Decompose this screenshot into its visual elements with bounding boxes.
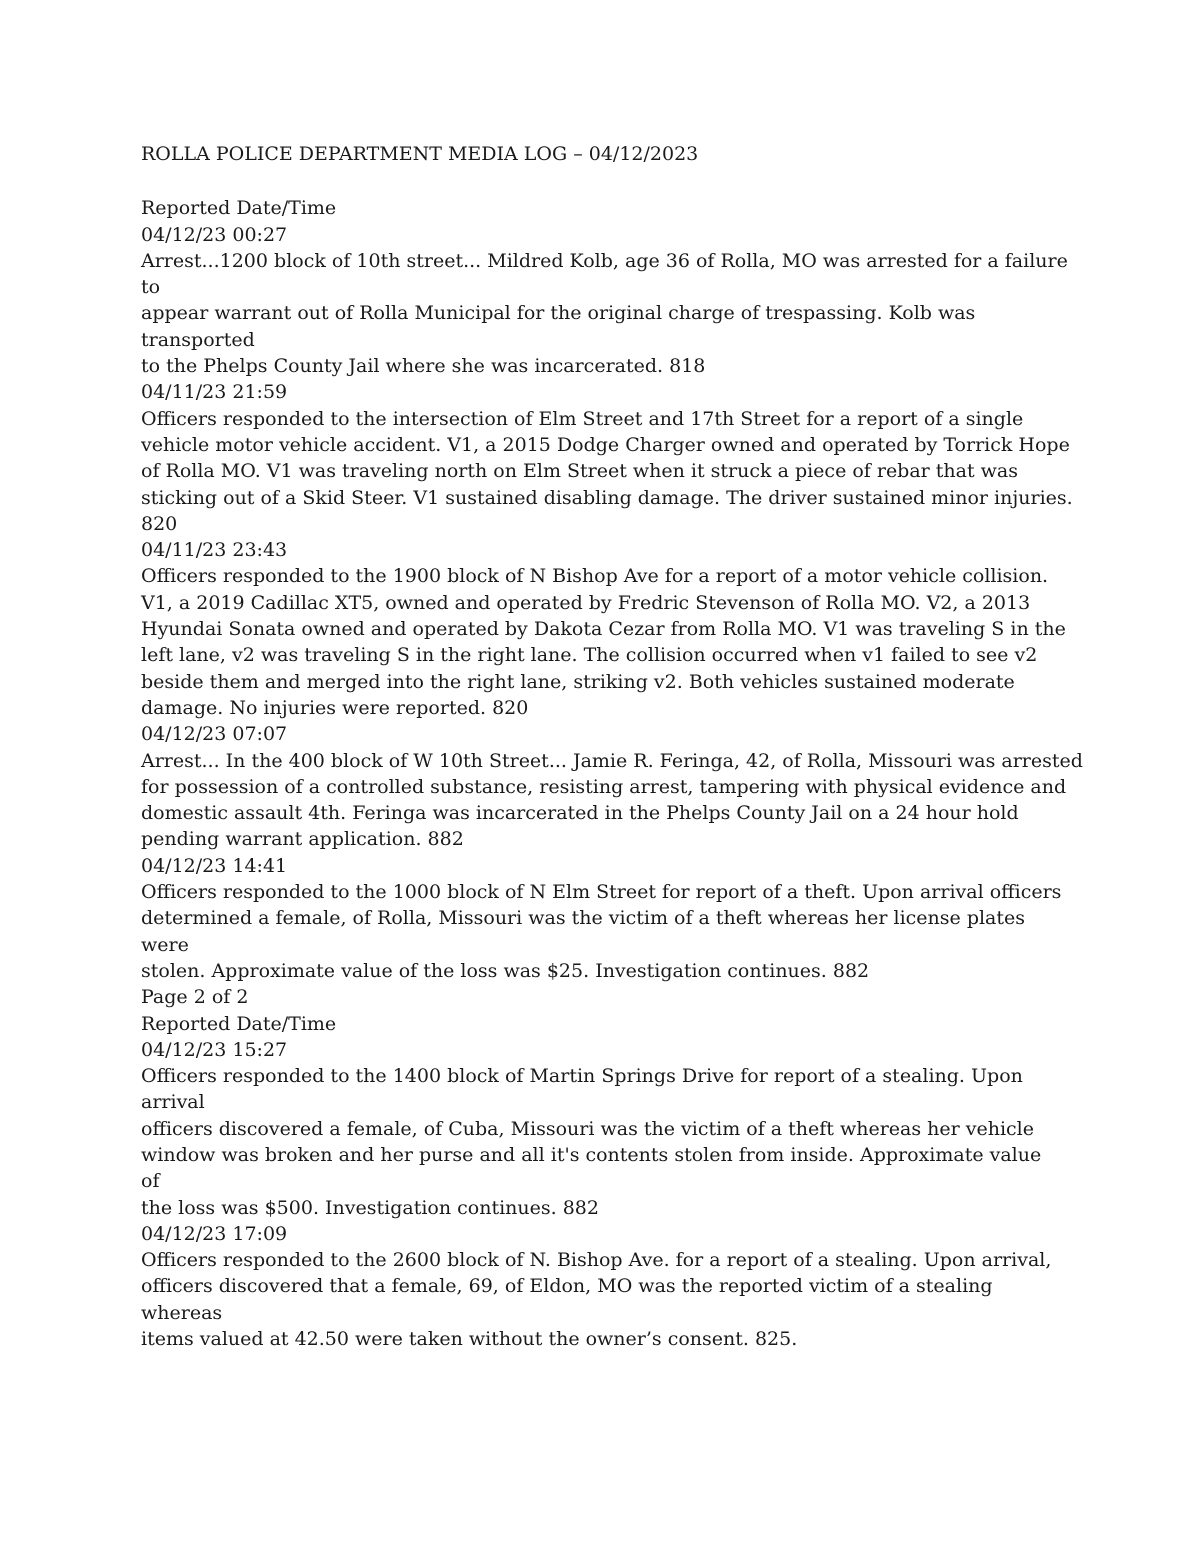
log-line: of Rolla MO. V1 was traveling north on Elm Street when it struck a piece of rebar that was	[141, 460, 1019, 483]
log-line: stolen. Approximate value of the loss was $25. Investigation continues. 882	[141, 959, 870, 982]
log-line: 04/11/23 23:43	[141, 539, 288, 562]
log-line: for possession of a controlled substance, resisting arrest, tampering with physical evidence and	[141, 775, 1067, 798]
log-line: Reported Date/Time	[141, 1012, 337, 1035]
log-line: Page 2 of 2	[141, 986, 249, 1009]
log-line: 04/12/23 00:27	[141, 223, 288, 246]
log-line: Officers responded to the 2600 block of N. Bishop Ave. for a report of a stealing. Upon arrival,	[141, 1249, 1052, 1272]
log-line: Hyundai Sonata owned and operated by Dakota Cezar from Rolla MO. V1 was traveling S in the	[141, 618, 1066, 641]
log-line: window was broken and her purse and all it's contents stolen from inside. Approximate value	[141, 1143, 1042, 1166]
log-line: 04/12/23 15:27	[141, 1038, 288, 1061]
log-line: 04/12/23 14:41	[141, 854, 288, 877]
log-line: 04/12/23 07:07	[141, 723, 288, 746]
log-line: Officers responded to the 1000 block of N Elm Street for report of a theft. Upon arrival officers	[141, 881, 1062, 904]
log-line: Officers responded to the 1400 block of Martin Springs Drive for report of a stealing. Upon	[141, 1065, 1023, 1088]
log-line: Arrest...1200 block of 10th street... Mildred Kolb, age 36 of Rolla, MO was arrested for a failure	[141, 249, 1068, 272]
log-line: 820	[141, 512, 178, 535]
log-line: V1, a 2019 Cadillac XT5, owned and operated by Fredric Stevenson of Rolla MO. V2, a 2013	[141, 591, 1031, 614]
log-line: officers discovered that a female, 69, of Eldon, MO was the reported victim of a stealing	[141, 1275, 993, 1298]
log-line: Arrest... In the 400 block of W 10th Street... Jamie R. Feringa, 42, of Rolla, Missouri was arrested	[141, 749, 1083, 772]
log-line: sticking out of a Skid Steer. V1 sustained disabling damage. The driver sustained minor injuries.	[141, 486, 1073, 509]
log-line: left lane, v2 was traveling S in the right lane. The collision occurred when v1 failed to see v2	[141, 644, 1038, 667]
log-line: transported	[141, 328, 255, 351]
log-line: determined a female, of Rolla, Missouri was the victim of a theft whereas her license plates	[141, 907, 1026, 930]
log-line: vehicle motor vehicle accident. V1, a 2015 Dodge Charger owned and operated by Torrick Hope	[141, 433, 1070, 456]
log-line: pending warrant application. 882	[141, 828, 464, 851]
document-page	[141, 141, 1083, 1352]
log-line: items valued at 42.50 were taken without the owner’s consent. 825.	[141, 1328, 798, 1351]
log-line: 04/11/23 21:59	[141, 381, 288, 404]
log-line: the loss was $500. Investigation continues. 882	[141, 1196, 599, 1219]
log-line: were	[141, 933, 189, 956]
document-body	[141, 195, 1083, 1352]
log-line: damage. No injuries were reported. 820	[141, 696, 529, 719]
log-line: to the Phelps County Jail where she was incarcerated. 818	[141, 355, 706, 378]
log-line: Officers responded to the intersection of Elm Street and 17th Street for a report of a single	[141, 407, 1024, 430]
log-line: whereas	[141, 1301, 223, 1324]
log-line: of	[141, 1170, 160, 1193]
log-line: domestic assault 4th. Feringa was incarcerated in the Phelps County Jail on a 24 hour hold	[141, 802, 1019, 825]
log-line: appear warrant out of Rolla Municipal for the original charge of trespassing. Kolb was	[141, 302, 976, 325]
log-line: 04/12/23 17:09	[141, 1222, 288, 1245]
log-line: officers discovered a female, of Cuba, Missouri was the victim of a theft whereas her vehicle	[141, 1117, 1034, 1140]
log-line: Officers responded to the 1900 block of N Bishop Ave for a report of a motor vehicle collision.	[141, 565, 1049, 588]
log-line: arrival	[141, 1091, 205, 1114]
log-line: beside them and merged into the right lane, striking v2. Both vehicles sustained moderate	[141, 670, 1015, 693]
document-title: ROLLA POLICE DEPARTMENT MEDIA LOG – 04/12/2023	[141, 143, 699, 165]
log-line: to	[141, 276, 161, 299]
log-line: Reported Date/Time	[141, 197, 337, 220]
